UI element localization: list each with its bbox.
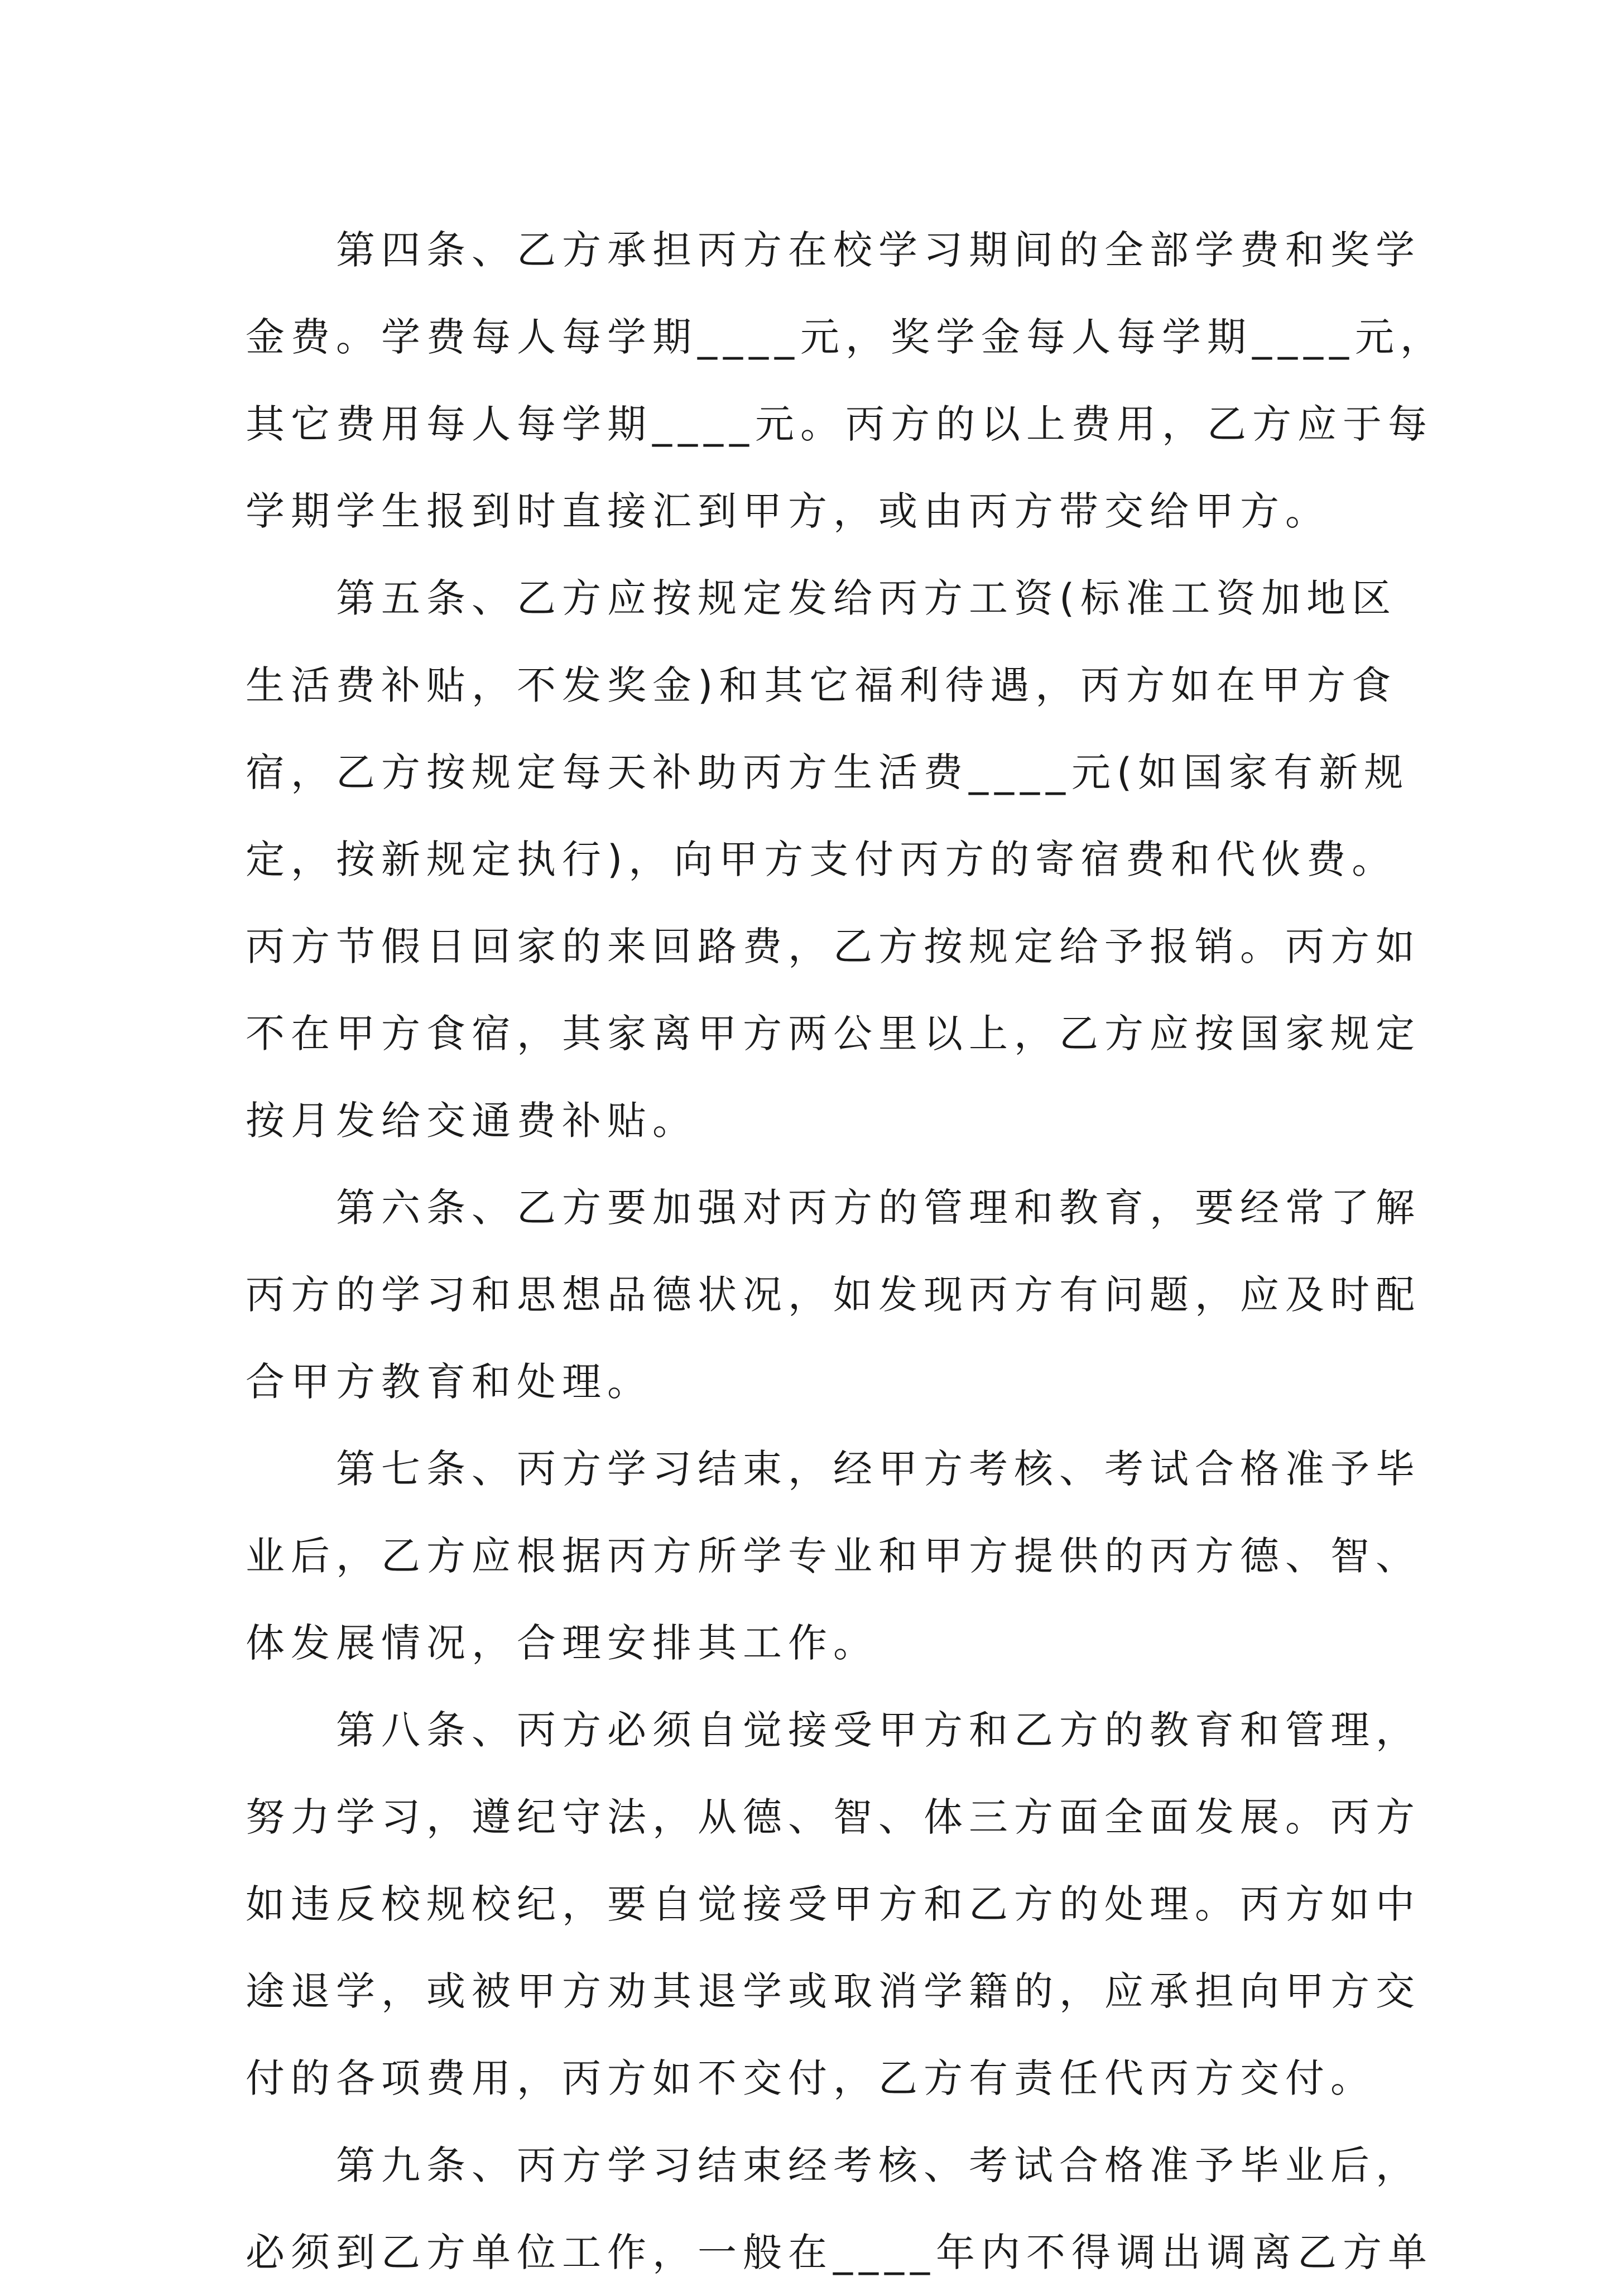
text-line: 合甲方教育和处理。: [246, 1359, 652, 1405]
text-line: 付的各项费用，丙方如不交付，乙方有责任代丙方交付。: [246, 2055, 1376, 2101]
text-line: 第四条、乙方承担丙方在校学习期间的全部学费和奖学: [336, 227, 1421, 273]
text-line: 途退学，或被甲方劝其退学或取消学籍的，应承担向甲方交: [246, 1968, 1421, 2014]
text-line: 体发展情况，合理安排其工作。: [246, 1620, 878, 1666]
text-line: 丙方节假日回家的来回路费，乙方按规定给予报销。丙方如: [246, 924, 1421, 969]
text-line: 第七条、丙方学习结束，经甲方考核、考试合格准予毕: [336, 1446, 1421, 1492]
text-line: 如违反校规校纪，要自觉接受甲方和乙方的处理。丙方如中: [246, 1881, 1421, 1927]
text-line: 定，按新规定执行)，向甲方支付丙方的寄宿费和代伙费。: [246, 837, 1397, 882]
text-line: 学期学生报到时直接汇到甲方，或由丙方带交给甲方。: [246, 488, 1330, 534]
contract-body: [246, 206, 1445, 2296]
text-line: 第九条、丙方学习结束经考核、考试合格准予毕业后，: [336, 2143, 1421, 2188]
text-line: 宿，乙方按规定每天补助丙方生活费____元(如国家有新规: [246, 750, 1410, 795]
text-line: 第八条、丙方必须自觉接受甲方和乙方的教育和管理，: [336, 1707, 1421, 1753]
text-line: 不在甲方食宿，其家离甲方两公里以上，乙方应按国家规定: [246, 1011, 1421, 1056]
text-line: 金费。学费每人每学期____元，奖学金每人每学期____元，: [246, 314, 1445, 360]
text-line: 业后，乙方应根据丙方所学专业和甲方提供的丙方德、智、: [246, 1533, 1421, 1579]
text-line: 按月发给交通费补贴。: [246, 1098, 698, 1144]
text-line: 丙方的学习和思想品德状况，如发现丙方有问题，应及时配: [246, 1272, 1421, 1318]
text-line: 其它费用每人每学期____元。丙方的以上费用，乙方应于每: [246, 401, 1433, 447]
text-line: 必须到乙方单位工作，一般在____年内不得调出调离乙方单: [246, 2230, 1433, 2275]
text-line: 生活费补贴，不发奖金)和其它福利待遇，丙方如在甲方食: [246, 662, 1397, 708]
text-line: 第六条、乙方要加强对丙方的管理和教育，要经常了解: [336, 1185, 1421, 1231]
text-line: 第五条、乙方应按规定发给丙方工资(标准工资加地区: [336, 575, 1397, 621]
text-line: 努力学习，遵纪守法，从德、智、体三方面全面发展。丙方: [246, 1794, 1421, 1840]
